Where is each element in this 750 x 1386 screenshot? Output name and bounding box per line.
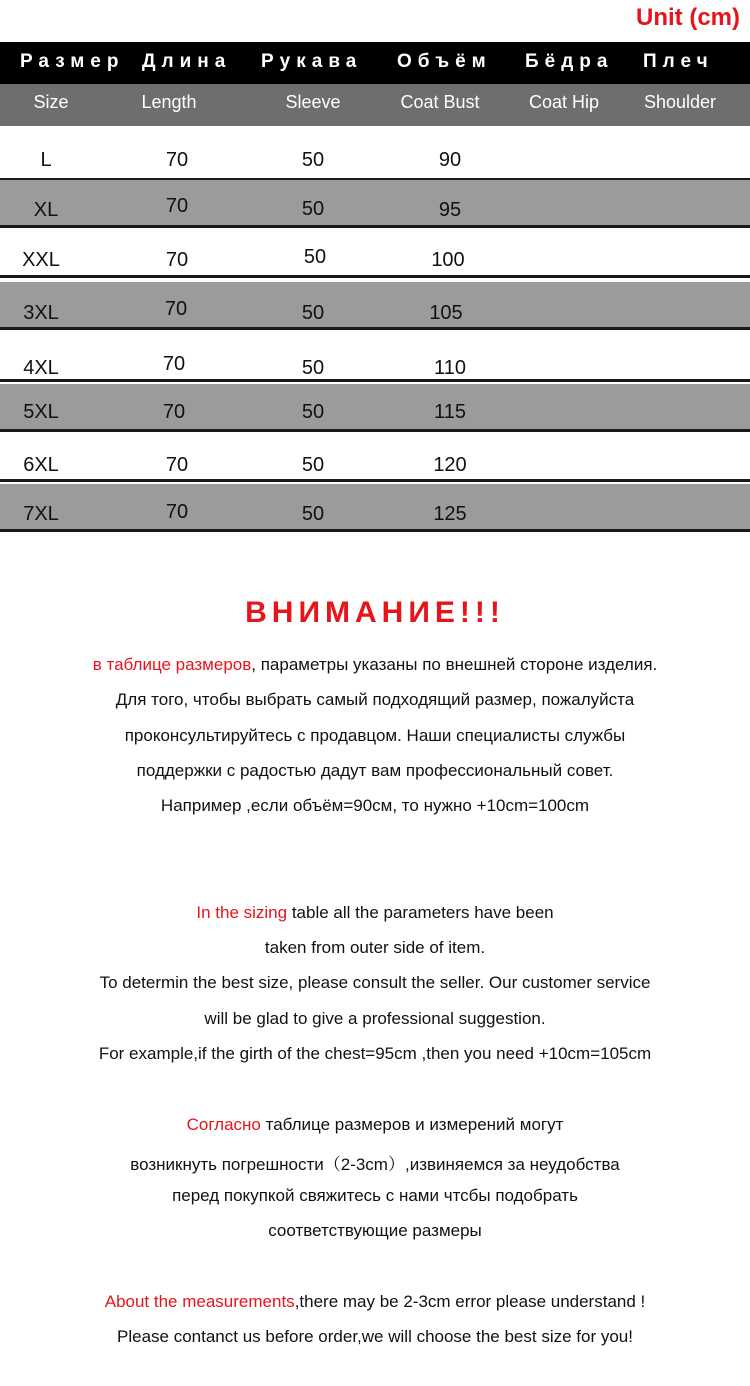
cell-sleeve: 50 [301,198,325,220]
cell-bust: 125 [433,503,467,525]
table-row [0,484,750,532]
row-divider [0,379,750,382]
cell-length: 70 [162,353,186,375]
ru-note-highlight: в таблице размеров [92,655,252,674]
cell-size: 4XL [23,357,59,379]
ru-error-highlight: Согласно [186,1115,261,1134]
cell-bust: 110 [434,357,466,379]
header-ru-shoulder: Плеч [643,51,714,72]
ru-note-line-4: поддержки с радостью дадут вам профессиональный совет. [136,761,614,780]
ru-error-line-2: возникнуть погрешности（2-3cm）,извиняемся за неудобства [130,1155,620,1174]
header-ru-sleeve: Рукава [261,51,363,72]
table-row [0,384,750,432]
row-divider [0,479,750,482]
header-en-sleeve: Sleeve [285,92,341,112]
cell-bust: 115 [434,401,466,423]
cell-bust: 95 [438,199,462,221]
table-row [0,133,750,181]
ru-note-line-1-rest: , параметры указаны по внешней стороне изделия. [251,655,658,674]
cell-bust: 120 [433,454,467,476]
en-note-line-1 [0,903,750,923]
cell-bust: 105 [429,302,463,324]
en-error-highlight: About the measurements [104,1292,295,1311]
row-divider [0,429,750,432]
ru-note-line-1 [0,655,750,675]
ru-error-line-4: соответствующие размеры [268,1221,482,1240]
en-note-line-5: For example,if the girth of the chest=95cm ,then you need +10cm=105cm [98,1044,652,1063]
cell-length: 70 [164,298,188,320]
cell-sleeve: 50 [301,302,325,324]
header-ru-length: Длина [142,51,232,72]
table-row [0,334,750,382]
cell-sleeve: 50 [301,357,325,379]
header-en-bust: Coat Bust [400,92,480,112]
header-en-shoulder: Shoulder [643,92,717,112]
header-row-english [0,84,750,126]
header-en-hip: Coat Hip [528,92,600,112]
cell-length: 70 [162,401,186,423]
cell-size: 7XL [23,503,59,525]
ru-note-line-3: проконсультируйтесь с продавцом. Наши специалисты службы [124,726,626,745]
cell-size: 6XL [23,454,59,476]
table-row [0,282,750,330]
row-divider [0,275,750,278]
cell-size: 5XL [23,401,59,423]
cell-size: XL [33,199,59,221]
header-ru-hip: Бёдра [525,51,614,72]
cell-sleeve: 50 [303,246,327,268]
en-error-line-1 [0,1292,750,1312]
en-error-line-1-rest: ,there may be 2-3cm error please understand ! [294,1292,646,1311]
cell-sleeve: 50 [301,149,325,171]
table-row [0,180,750,228]
cell-sleeve: 50 [301,503,325,525]
en-note-line-4: will be glad to give a professional suggestion. [204,1009,546,1028]
en-note-line-2: taken from outer side of item. [264,938,486,957]
ru-note-line-5: Например ,если объём=90см, то нужно +10cm=100cm [160,796,590,815]
header-en-size: Size [33,92,69,112]
ru-error-line-1-rest: таблице размеров и измерений могут [260,1115,564,1134]
row-divider [0,529,750,532]
cell-bust: 90 [438,149,462,171]
cell-length: 70 [165,149,189,171]
cell-size: 3XL [23,302,59,324]
cell-size: L [40,149,52,171]
row-divider [0,225,750,228]
ru-note-line-2: Для того, чтобы выбрать самый подходящий размер, пожалуйста [115,690,635,709]
ru-error-line-1 [0,1115,750,1135]
header-row-russian [0,42,750,84]
cell-length: 70 [165,501,189,523]
table-row [0,230,750,278]
en-note-line-3: To determin the best size, please consult the seller. Our customer service [99,973,651,992]
row-divider [0,327,750,330]
unit-label: Unit (cm) [636,4,740,31]
cell-sleeve: 50 [301,401,325,423]
header-ru-size: Размер [20,51,125,72]
en-note-highlight: In the sizing [196,903,288,922]
en-error-line-2: Please contanct us before order,we will choose the best size for you! [117,1327,633,1346]
cell-length: 70 [165,249,189,271]
header-ru-bust: Объём [397,51,492,72]
header-en-length: Length [141,92,197,112]
cell-length: 70 [165,195,189,217]
cell-size: XXL [22,249,60,271]
cell-bust: 100 [431,249,465,271]
table-row [0,434,750,482]
ru-error-line-3: перед покупкой свяжитесь с нами чтсбы подобрать [172,1186,578,1205]
cell-length: 70 [165,454,189,476]
warning-title: ВНИМАНИЕ!!! [245,596,505,629]
cell-sleeve: 50 [301,454,325,476]
en-note-line-1-rest: table all the parameters have been [287,903,554,922]
